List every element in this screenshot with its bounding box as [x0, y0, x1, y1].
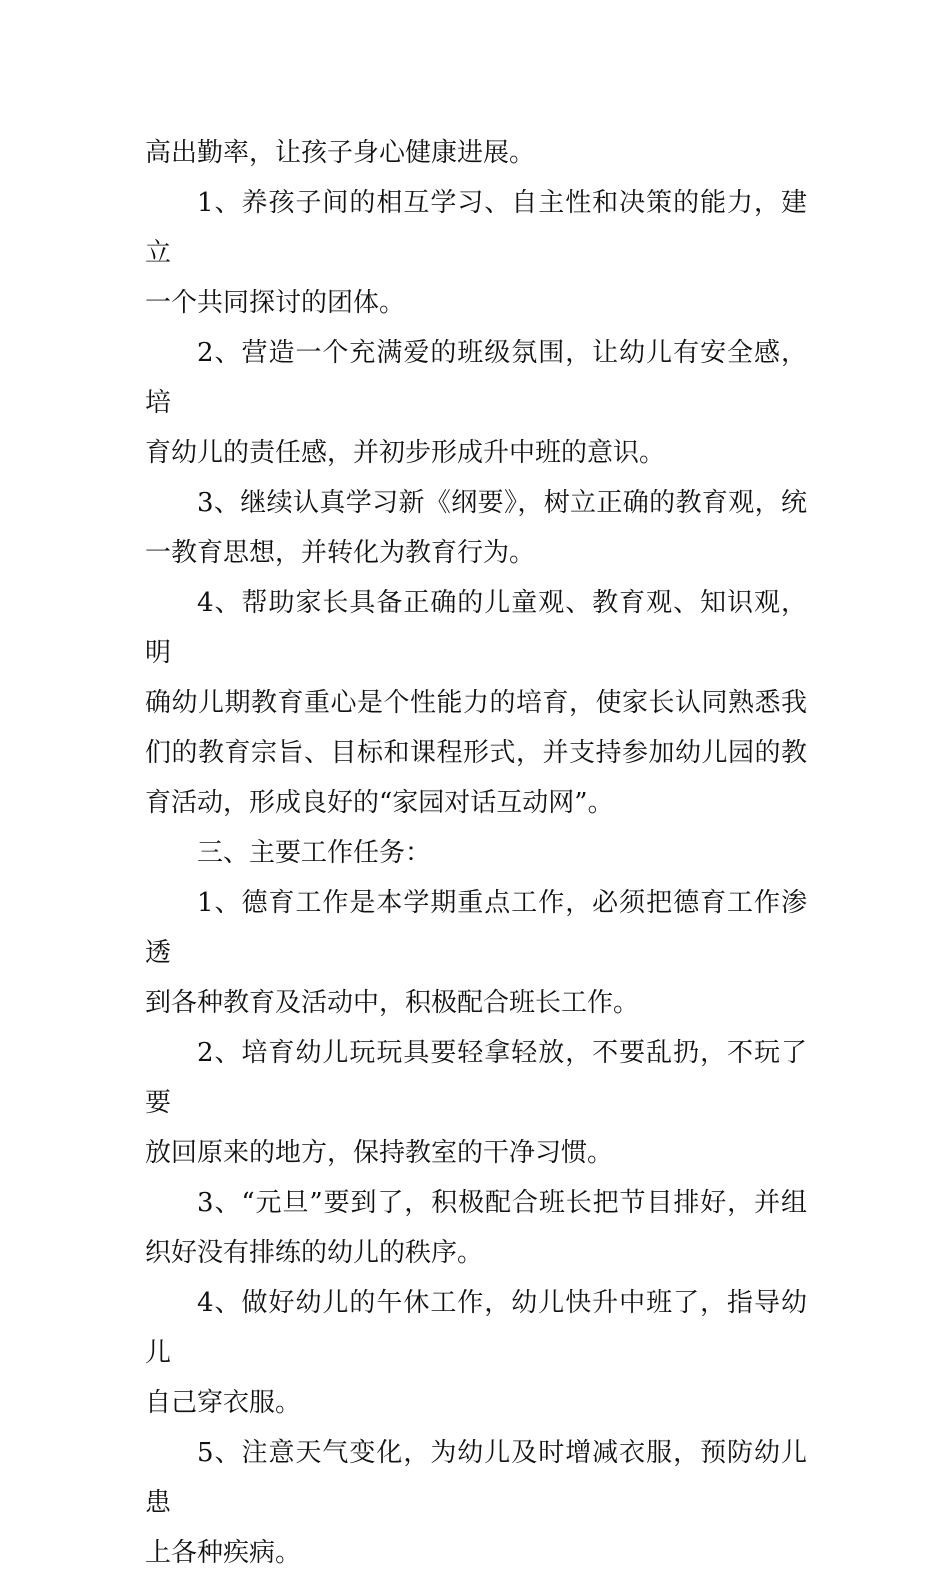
paragraph — [145, 178, 807, 328]
text-line: 上各种疾病。 — [145, 1538, 302, 1568]
text-line: 到各种教育及活动中，积极配合班长工作。 — [145, 988, 640, 1018]
text-line: 2、营造一个充满爱的班级氛围，让幼儿有安全感，培 — [145, 338, 807, 418]
paragraph — [145, 1428, 807, 1578]
text-line: 3、“元旦”要到了，积极配合班长把节目排好，并组 — [197, 1188, 807, 1218]
text-line: 4、做好幼儿的午休工作，幼儿快升中班了，指导幼儿 — [145, 1288, 807, 1368]
text-line: 3、继续认真学习新《纲要》，树立正确的教育观，统 — [197, 488, 807, 518]
text-line: 们的教育宗旨、目标和课程形式，并支持参加幼儿园的教 — [145, 738, 807, 768]
paragraph — [145, 328, 807, 478]
text-line: 育幼儿的责任感，并初步形成升中班的意识。 — [145, 438, 666, 468]
paragraph — [145, 1278, 807, 1428]
paragraph — [145, 828, 807, 878]
text-line: 1、养孩子间的相互学习、自主性和决策的能力，建立 — [145, 188, 807, 268]
text-line: 5、注意天气变化，为幼儿及时增减衣服，预防幼儿患 — [145, 1438, 807, 1518]
text-line: 织好没有排练的幼儿的秩序。 — [145, 1238, 484, 1268]
paragraph — [145, 128, 807, 178]
text-line: 三、主要工作任务： — [197, 838, 432, 868]
text-line: 4、帮助家长具备正确的儿童观、教育观、知识观，明 — [145, 588, 807, 668]
text-line: 1、德育工作是本学期重点工作，必须把德育工作渗透 — [145, 888, 807, 968]
text-line: 高出勤率，让孩子身心健康进展。 — [145, 138, 536, 168]
text-line: 一个共同探讨的团体。 — [145, 288, 406, 318]
paragraph — [145, 478, 807, 578]
text-line: 确幼儿期教育重心是个性能力的培育，使家长认同熟悉我 — [145, 688, 807, 718]
document-body — [145, 128, 807, 1578]
text-line: 放回原来的地方，保持教室的干净习惯。 — [145, 1138, 614, 1168]
text-line: 自己穿衣服。 — [145, 1388, 302, 1418]
paragraph — [145, 578, 807, 828]
paragraph — [145, 1028, 807, 1178]
text-line: 育活动，形成良好的“家园对话互动网”。 — [145, 788, 614, 818]
paragraph — [145, 1178, 807, 1278]
document-page — [145, 128, 807, 1578]
text-line: 2、培育幼儿玩玩具要轻拿轻放，不要乱扔，不玩了要 — [145, 1038, 807, 1118]
text-line: 一教育思想，并转化为教育行为。 — [145, 538, 536, 568]
paragraph — [145, 878, 807, 1028]
